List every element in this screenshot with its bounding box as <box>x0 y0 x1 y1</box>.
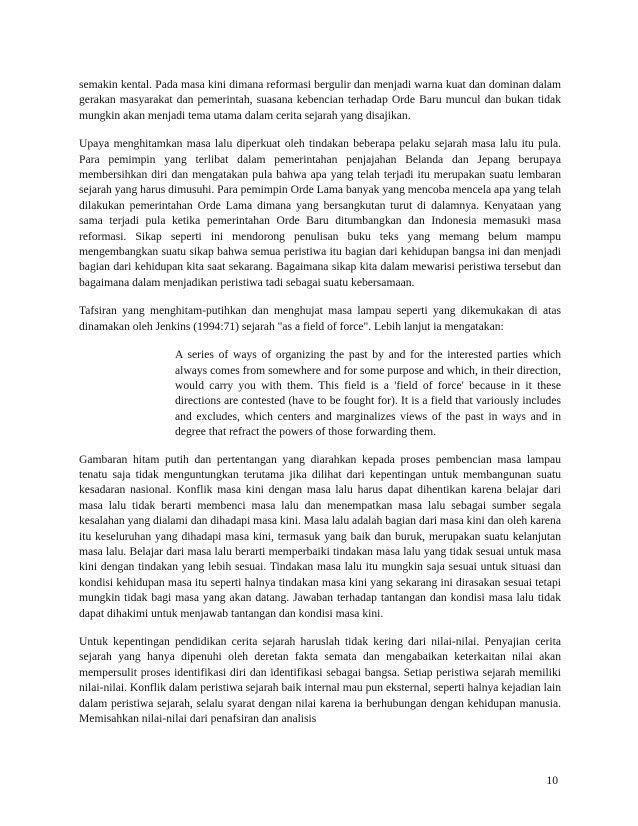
paragraph: Tafsiran yang menghitam-putihkan dan menghujat masa lampau seperti yang dikemukakan di atas dinamakan oleh Jenkins (1994:71) sejarah "as a field of force". Lebih lanjut ia mengatakan: <box>79 304 561 333</box>
block-quote: A series of ways of organizing the past by and for the interested parties which always comes from somewhere and for some purpose and which, in their direction, would carry you with them. This field is a 'field of force' because in it these directions are contested (have to be fought for). It is a field that variously includes and excludes, which centers and marginalizes views of the past in ways and in degree that refract the powers of those forwarding them. <box>175 348 561 439</box>
paragraph: Upaya menghitamkan masa lalu diperkuat oleh tindakan beberapa pelaku sejarah masa lalu itu pula. Para pemimpin yang terlibat dalam pemerintahan penjajahan Belanda dan Jepang berupaya membersihkan diri dan mengatakan pula bahwa apa yang telah terjadi itu merupakan suatu lembaran sejarah yang harus dimusuhi. Para pemimpin Orde Lama banyak yang mencoba mencela apa yang telah dilakukan pemerintahan Orde Lama dimana yang bersangkutan turut di dalamnya. Kenyataan yang sama terjadi pula ketika pemerintahan Orde Baru ditumbangkan dan Indonesia memasuki masa reformasi. Sikap seperti ini mendorong penulisan buku teks yang memang belum mampu mengembangkan suatu sikap bahwa semua peristiwa itu bagian dari kehidupan bangsa ini dan menjadi bagian dari kehidupan kita saat sekarang. Bagaimana sikap kita dalam mewarisi peristiwa tersebut dan bagaimana dalam menjadikan peristiwa tadi sebagai suatu kebersamaan. <box>79 137 561 289</box>
page-number: 10 <box>546 774 558 787</box>
paragraph: Untuk kepentingan pendidikan cerita sejarah haruslah tidak kering dari nilai-nilai. Penyajian cerita sejarah yang hanya dipenuhi oleh deretan fakta semata dan mengabaikan keterkaitan nilai akan mempersulit proses identifikasi diri dan identifikasi sebagai bangsa. Setiap peristiwa sejarah memiliki nilai-nilai. Konflik dalam peristiwa sejarah baik internal mau pun eksternal, seperti halnya kejadian lain dalam peristiwa sejarah, selalu syarat dengan nilai karena ia berhubungan dengan kehidupan manusia. Memisahkan nilai-nilai dari penafsiran dan analisis <box>79 635 561 726</box>
paragraph: Gambaran hitam putih dan pertentangan yang diarahkan kepada proses pembencian masa lampau tenatu saja tidak menguntungkan terutama jika dilihat dari kepentingan untuk membangunan suatu kesadaran nasional. Konflik masa kini dengan masa lalu harus dapat dihentikan karena belajar dari masa lalu tidak berarti membenci masa lalu dan menempatkan masa lalu sebagai sumber segala kesalahan yang dialami dan dihadapi masa kini. Masa lalu adalah bagian dari masa kini dan oleh karena itu keseluruhan yang dihadapi masa kini, termasuk yang baik dan buruk, merupakan suatu kelanjutan masa lalu. Belajar dari masa lalu berarti memperbaiki tindakan masa lalu yang tidak sesuai untuk masa kini dengan tindakan yang lebih sesuai. Tindakan masa lalu itu mungkin saja sesuai untuk situasi dan kondisi kehidupan masa itu seperti halnya tindakan masa kini yang sekarang ini dirasakan sesuai tetapi mungkin tidak bagi masa yang akan datang. Jawaban terhadap tantangan dan kondisi masa lalu tidak dapat dihakimi untuk menjawab tantangan dan kondisi masa kini. <box>79 452 561 620</box>
page-body <box>79 77 561 739</box>
paragraph: semakin kental. Pada masa kini dimana reformasi bergulir dan menjadi warna kuat dan dominan dalam gerakan masyarakat dan pemerintah, suasana kebencian terhadap Orde Baru muncul dan bukan tidak mungkin akan menjadi tema utama dalam cerita sejarah yang disajikan. <box>79 78 561 122</box>
